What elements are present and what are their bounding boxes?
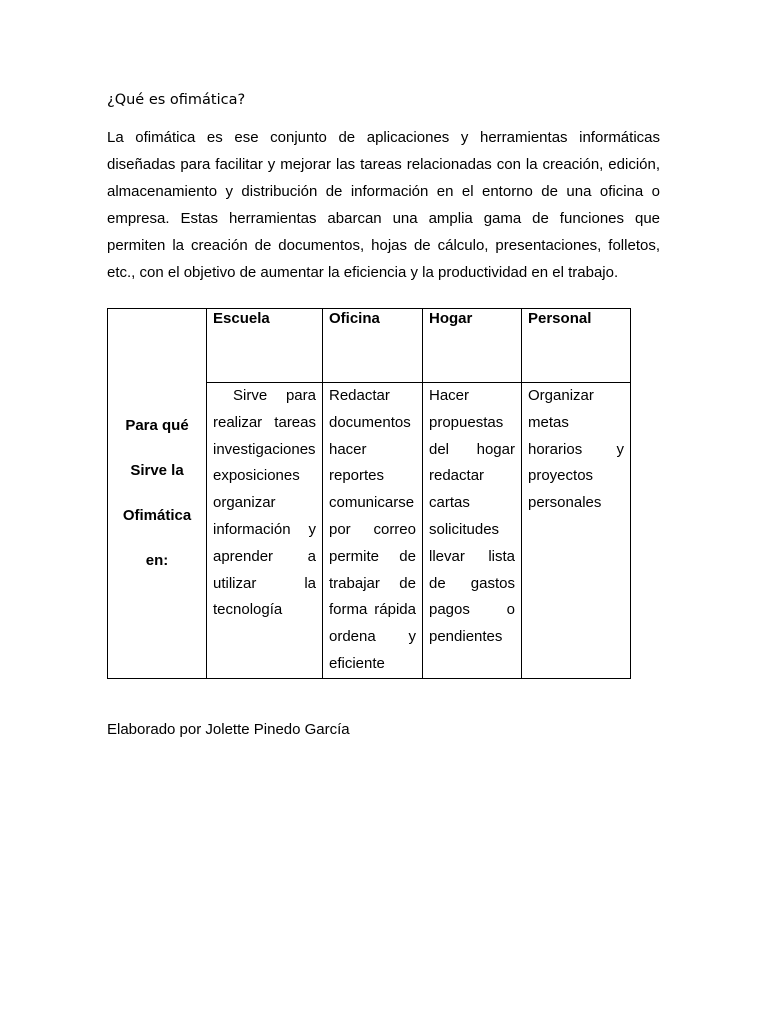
document-title: ¿Qué es ofimática? <box>107 92 246 108</box>
row-header-line: Sirve la <box>130 462 184 480</box>
table-header-row <box>108 309 631 383</box>
cell-personal: Organizar metas horarios y proyectos personales <box>522 383 631 679</box>
row-header-cell <box>108 309 207 679</box>
uses-table <box>107 308 631 679</box>
column-header-hogar: Hogar <box>423 309 522 383</box>
cell-hogar: Hacer propuestas del hogar redactar cartas solicitudes llevar lista de gastos pagos o pendientes <box>423 383 522 679</box>
column-header-oficina: Oficina <box>323 309 423 383</box>
row-header-line: Para qué <box>125 417 189 435</box>
row-header-line: Ofimática <box>122 507 192 525</box>
row-header-line: en: <box>145 552 169 570</box>
intro-paragraph: La ofimática es ese conjunto de aplicaciones y herramientas informáticas diseñadas para facilitar y mejorar las tareas relacionadas con la creación, edición, almacenamiento y distribución de información en el entorno de una oficina o empresa. Estas herramientas abarcan una amplia gama de funciones que permiten la creación de documentos, hojas de cálculo, presentaciones, folletos, etc., con el objetivo de aumentar la eficiencia y la productividad en el trabajo. <box>107 129 660 281</box>
author-credit: Elaborado por Jolette Pinedo García <box>107 721 350 738</box>
column-header-escuela: Escuela <box>207 309 323 383</box>
cell-oficina: Redactar documentos hacer reportes comunicarse por correo permite de trabajar de forma rápida ordena y eficiente <box>323 383 423 679</box>
cell-escuela: Sirve para realizar tareas investigaciones exposiciones organizar información y aprender a utilizar la tecnología <box>207 383 323 679</box>
column-header-personal: Personal <box>522 309 631 383</box>
